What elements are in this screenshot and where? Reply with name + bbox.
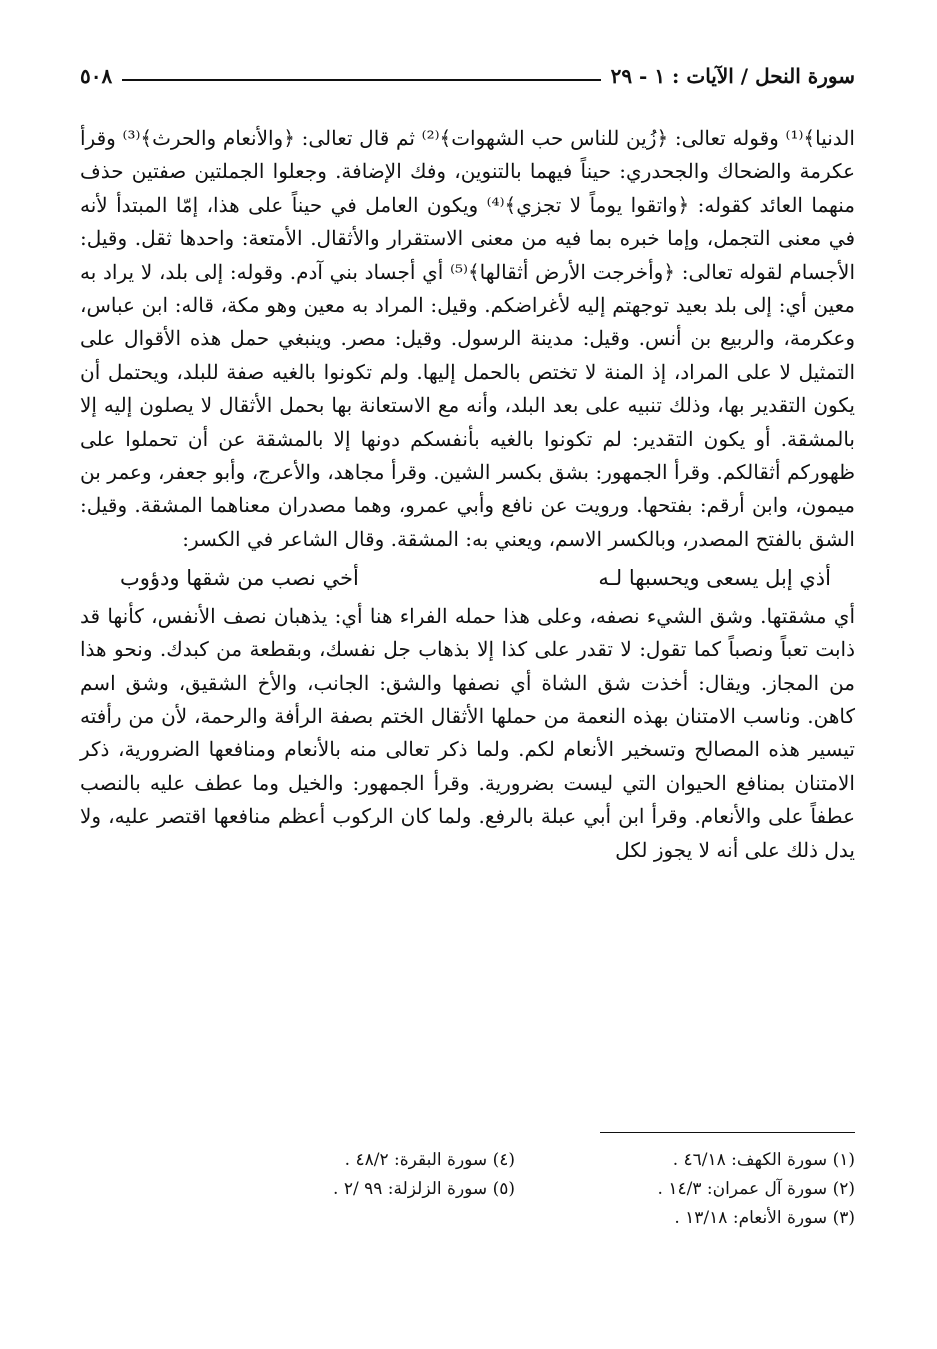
verse-hemistich-first: أذي إبل يسعى ويحسبها لـه xyxy=(598,566,831,591)
footnote: (٣) سورة الأنعام: ١٣/١٨ . xyxy=(674,1208,855,1228)
footnote: (١) سورة الكهف: ٤٦/١٨ . xyxy=(672,1150,855,1170)
page-header xyxy=(80,58,855,94)
footnote-separator xyxy=(600,1132,855,1133)
footnote: (٢) سورة آل عمران: ١٤/٣ . xyxy=(657,1179,855,1199)
running-title: سورة النحل / الآيات : ١ - ٢٩ xyxy=(610,64,855,88)
paragraph: الدنيا﴾⁽¹⁾ وقوله تعالى: ﴿زُين للناس حب الشهوات﴾⁽²⁾ ثم قال تعالى: ﴿والأنعام والحرث﴾⁽³⁾ وقرأ عكرمة والضحاك والجحدري: حيناً فيهما بالتنوين، وفك الإضافة. وجعلوا الجملتين صفتين حذف منهما العائد كقوله: ﴿واتقوا يوماً لا تجزي﴾⁽⁴⁾ ويكون العامل في حيناً على هذا، إمّا المبتدأ لأنه في معنى التجمل، وإما خبره بما فيه من معنى الاستقرار والأثقال. الأمتعة: واحدها ثقل. وقيل: الأجسام لقوله تعالى: ﴿وأخرجت الأرض أثقالها﴾⁽⁵⁾ أي أجساد بني آدم. وقوله: إلى بلد، لا يراد به معين أي: إلى بلد بعيد توجهتم إليه لأغراضكم. وقيل: المراد به معين وهو مكة، قاله: ابن عباس، وعكرمة، والربيع بن أنس. وقيل: مدينة الرسول. وقيل: مصر. وينبغي حمل هذه الأقوال على التمثيل لا على المراد، إذ المنة لا تختص بالحمل إليها. ولم تكونوا بالغيه صفة للبلد، ويحتمل أن يكون التقدير بها، وذلك تنبيه على بعد البلد، وأنه مع الاستعانة بها بحمل الأثقال لا يصلون إليه إلا بالمشقة. أو يكون التقدير: لم تكونوا بالغيه بأنفسكم دونها إلا بالمشقة عن أن تحملوا على ظهوركم أثقالكم. وقرأ الجمهور: بشق بكسر الشين. وقرأ مجاهد، والأعرج، وأبو جعفر، وعمر بن ميمون، وابن أرقم: بفتحها. ورويت عن نافع وأبي عمرو، وهما مصدران معناهما المشقة. وقيل: الشق بالفتح المصدر، وبالكسر الاسم، ويعني به: المشقة. وقال الشاعر في الكسر: xyxy=(80,126,856,551)
header-rule xyxy=(122,79,600,81)
main-text xyxy=(80,122,855,1127)
footnote: (٥) سورة الزلزلة: ٩٩ /٢ . xyxy=(333,1179,515,1199)
verse-hemistich-second: أخي نصب من شقها ودؤوب xyxy=(120,566,359,591)
footnotes xyxy=(80,1146,855,1233)
paragraph: أي مشقتها. وشق الشيء نصفه، وعلى هذا حمله الفراء هنا أي: يذهبان نصف الأنفس، كأنها قد ذابت تعباً ونصباً كما تقول: لا تقدر على كذا إلا بذهاب جل نفسك، وبقطعة من كبدك. ونحو هذا من المجاز. ويقال: أخذت شق الشاة أي نصفها والشق: الجانب، والأخ الشقيق، وشق اسم كاهن. وناسب الامتنان بهذه النعمة من حملها الأثقال الختم بصفة الرأفة والرحمة، لأن من رأفته تيسير هذه المصالح وتسخير الأنعام لكم. ولما ذكر تعالى منه بالأنعام ومنافعها الضرورية، ذكر الامتنان بمنافع الحيوان التي ليست بضرورية. وقرأ الجمهور: والخيل وما عطف عليه بالنصب عطفاً على والأنعام. وقرأ ابن أبي عبلة بالرفع. ولما كان الركوب أعظم منافعها اقتصر عليه، ولا يدل ذلك على أنه لا يجوز لكل xyxy=(80,603,855,862)
poetry-verse xyxy=(80,556,855,599)
page-number: ٥٠٨ xyxy=(80,64,113,88)
footnote: (٤) سورة البقرة: ٤٨/٢ . xyxy=(344,1150,515,1170)
